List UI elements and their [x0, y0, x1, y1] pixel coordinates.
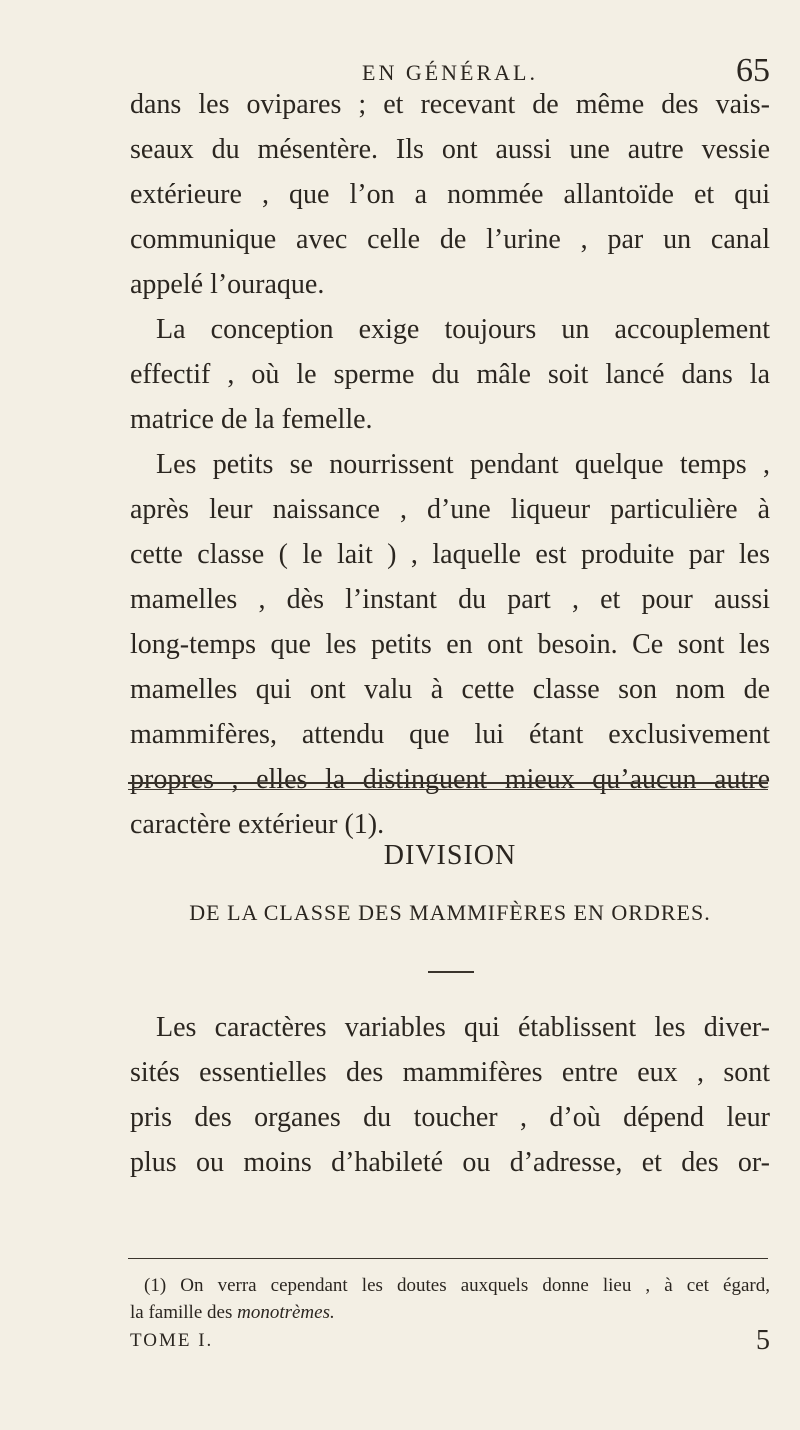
text-line: appelé l’ouraque. — [130, 269, 325, 300]
page-number: 65 — [736, 52, 770, 89]
text-line: effectif , où le sperme du mâle soit lancé dans la — [130, 359, 770, 390]
text-line: La conception exige toujours un accouplement — [156, 314, 770, 345]
text-line: Les caractères variables qui établissent les diver- — [156, 1012, 770, 1043]
text-line: propres , elles la distinguent mieux qu’aucun autre — [130, 764, 770, 795]
section-title: DIVISION — [383, 840, 517, 871]
section-rule — [128, 782, 768, 790]
signature-mark: TOME I. — [130, 1330, 214, 1351]
text-line: après leur naissance , d’une liqueur particulière à — [130, 494, 770, 525]
text-line: plus ou moins d’habileté ou d’adresse, et des or- — [130, 1147, 770, 1178]
section-subtitle: DE LA CLASSE DES MAMMIFÈRES EN ORDRES. — [189, 900, 711, 925]
footnote-line — [130, 1299, 770, 1326]
signature-number: 5 — [756, 1325, 770, 1356]
body-text-bottom — [130, 1005, 770, 1185]
footnote — [130, 1272, 770, 1326]
text-line: communique avec celle de l’urine , par un canal — [130, 224, 770, 255]
text-line: long-temps que les petits en ont besoin. Ce sont les — [130, 629, 770, 660]
text-line: pris des organes du toucher , d’où dépend leur — [130, 1102, 770, 1133]
footnote-text: la famille des — [130, 1302, 238, 1323]
footnote-line: (1) On verra cependant les doutes auxquels donne lieu , à cet égard, — [144, 1275, 770, 1296]
text-line: mamelles , dès l’instant du part , et pour aussi — [130, 584, 770, 615]
text-line: cette classe ( le lait ) , laquelle est produite par les — [130, 539, 770, 570]
text-line: mammifères, attendu que lui étant exclusivement — [130, 719, 770, 750]
footnote-rule — [128, 1258, 768, 1259]
text-line: extérieure , que l’on a nommée allantoïde et qui — [130, 179, 770, 210]
short-rule — [428, 971, 474, 973]
text-line: Les petits se nourrissent pendant quelque temps , — [156, 449, 770, 480]
text-line: dans les ovipares ; et recevant de même des vais- — [130, 89, 770, 120]
body-text-top — [130, 82, 770, 847]
footnote-italic: monotrèmes. — [237, 1302, 335, 1323]
text-line: seaux du mésentère. Ils ont aussi une autre vessie — [130, 134, 770, 165]
text-line: mamelles qui ont valu à cette classe son nom de — [130, 674, 770, 705]
text-line: caractère extérieur (1). — [130, 809, 385, 840]
running-title: EN GÉNÉRAL. — [362, 60, 538, 85]
text-line: matrice de la femelle. — [130, 404, 373, 435]
text-line: sités essentielles des mammifères entre eux , sont — [130, 1057, 770, 1088]
